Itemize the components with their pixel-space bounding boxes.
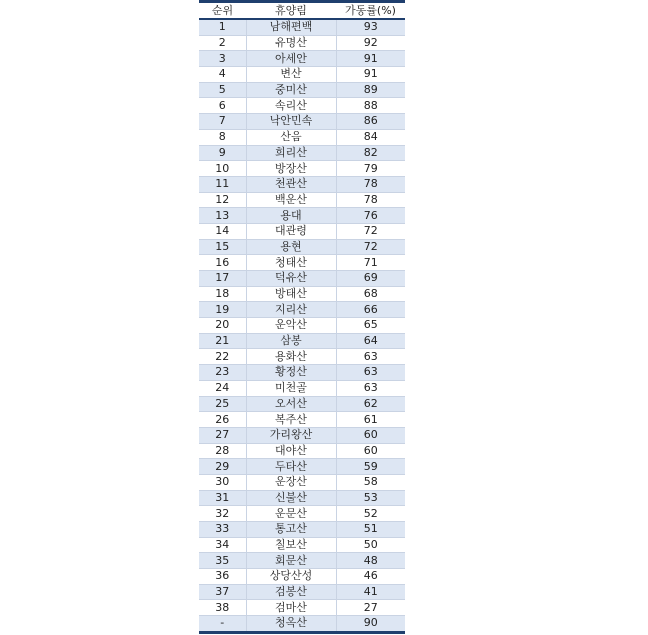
table-row [199,318,405,334]
cell-rank: 32 [199,506,246,522]
cell-occupancy-rate: 27 [336,600,405,616]
cell-forest-name: 중미산 [246,82,336,98]
cell-occupancy-rate: 61 [336,412,405,428]
cell-forest-name: 낙안민속 [246,114,336,130]
cell-rank: 30 [199,474,246,490]
cell-rank: 10 [199,161,246,177]
header-occupancy-rate: 가동률(%) [336,2,405,20]
header-rank: 순위 [199,2,246,20]
cell-occupancy-rate: 71 [336,255,405,271]
cell-forest-name: 청옥산 [246,616,336,633]
table-row [199,302,405,318]
cell-forest-name: 희리산 [246,145,336,161]
table-row [199,271,405,287]
table-row [199,98,405,114]
cell-occupancy-rate: 62 [336,396,405,412]
cell-rank: 8 [199,129,246,145]
table-row [199,396,405,412]
cell-occupancy-rate: 53 [336,490,405,506]
cell-rank: 13 [199,208,246,224]
cell-rank: 19 [199,302,246,318]
cell-rank: 29 [199,459,246,475]
cell-rank: 24 [199,380,246,396]
cell-occupancy-rate: 72 [336,239,405,255]
cell-forest-name: 미천골 [246,380,336,396]
cell-rank: 28 [199,443,246,459]
cell-occupancy-rate: 79 [336,161,405,177]
table-row [199,51,405,67]
table-row [199,286,405,302]
cell-occupancy-rate: 51 [336,522,405,538]
cell-occupancy-rate: 63 [336,349,405,365]
cell-forest-name: 가리왕산 [246,427,336,443]
table-row [199,208,405,224]
table-row [199,255,405,271]
cell-rank: 38 [199,600,246,616]
cell-forest-name: 산음 [246,129,336,145]
cell-occupancy-rate: 90 [336,616,405,633]
cell-occupancy-rate: 84 [336,129,405,145]
table-row [199,19,405,35]
cell-rank: 22 [199,349,246,365]
cell-forest-name: 용현 [246,239,336,255]
cell-rank: 34 [199,537,246,553]
table-row [199,349,405,365]
table-row [199,412,405,428]
table-row [199,459,405,475]
table-row [199,443,405,459]
cell-occupancy-rate: 91 [336,51,405,67]
cell-rank: 31 [199,490,246,506]
cell-occupancy-rate: 63 [336,365,405,381]
cell-occupancy-rate: 72 [336,223,405,239]
cell-rank: 11 [199,176,246,192]
cell-rank: 37 [199,584,246,600]
table-row [199,474,405,490]
cell-forest-name: 지리산 [246,302,336,318]
cell-occupancy-rate: 82 [336,145,405,161]
table-row [199,522,405,538]
cell-occupancy-rate: 91 [336,67,405,83]
cell-forest-name: 두타산 [246,459,336,475]
cell-forest-name: 남해편백 [246,19,336,35]
cell-forest-name: 통고산 [246,522,336,538]
table-row [199,145,405,161]
cell-forest-name: 대관령 [246,223,336,239]
cell-rank: 4 [199,67,246,83]
cell-forest-name: 운악산 [246,318,336,334]
cell-rank: 7 [199,114,246,130]
cell-forest-name: 속리산 [246,98,336,114]
cell-occupancy-rate: 88 [336,98,405,114]
cell-forest-name: 오서산 [246,396,336,412]
cell-rank: 2 [199,35,246,51]
cell-rank: - [199,616,246,633]
cell-forest-name: 청태산 [246,255,336,271]
cell-forest-name: 칠보산 [246,537,336,553]
table-row [199,427,405,443]
table-row [199,490,405,506]
cell-forest-name: 덕유산 [246,271,336,287]
cell-forest-name: 회문산 [246,553,336,569]
cell-rank: 15 [199,239,246,255]
table-row [199,616,405,633]
cell-rank: 36 [199,569,246,585]
table-row [199,192,405,208]
cell-occupancy-rate: 48 [336,553,405,569]
table-row [199,129,405,145]
table-row [199,161,405,177]
header-row [199,2,405,20]
header-forest: 휴양림 [246,2,336,20]
cell-occupancy-rate: 76 [336,208,405,224]
cell-forest-name: 운문산 [246,506,336,522]
cell-forest-name: 변산 [246,67,336,83]
cell-forest-name: 백운산 [246,192,336,208]
cell-occupancy-rate: 60 [336,427,405,443]
occupancy-ranking-table [199,0,405,634]
cell-rank: 18 [199,286,246,302]
cell-rank: 33 [199,522,246,538]
cell-occupancy-rate: 58 [336,474,405,490]
cell-occupancy-rate: 78 [336,176,405,192]
cell-rank: 23 [199,365,246,381]
cell-rank: 16 [199,255,246,271]
cell-occupancy-rate: 46 [336,569,405,585]
cell-rank: 26 [199,412,246,428]
cell-occupancy-rate: 65 [336,318,405,334]
table-row [199,553,405,569]
table-row [199,114,405,130]
table-row [199,239,405,255]
table-row [199,569,405,585]
cell-occupancy-rate: 92 [336,35,405,51]
cell-forest-name: 검마산 [246,600,336,616]
cell-occupancy-rate: 59 [336,459,405,475]
cell-rank: 35 [199,553,246,569]
cell-rank: 14 [199,223,246,239]
cell-forest-name: 방장산 [246,161,336,177]
table-body [199,19,405,632]
cell-forest-name: 검봉산 [246,584,336,600]
table-row [199,506,405,522]
cell-rank: 9 [199,145,246,161]
cell-rank: 1 [199,19,246,35]
table-row [199,380,405,396]
cell-occupancy-rate: 52 [336,506,405,522]
cell-forest-name: 상당산성 [246,569,336,585]
table-row [199,365,405,381]
ranking-table-container [199,0,405,634]
cell-forest-name: 용화산 [246,349,336,365]
table-row [199,223,405,239]
table-row [199,67,405,83]
cell-occupancy-rate: 41 [336,584,405,600]
cell-rank: 27 [199,427,246,443]
cell-rank: 12 [199,192,246,208]
cell-forest-name: 대야산 [246,443,336,459]
cell-rank: 3 [199,51,246,67]
cell-forest-name: 방태산 [246,286,336,302]
cell-forest-name: 천관산 [246,176,336,192]
cell-occupancy-rate: 93 [336,19,405,35]
cell-occupancy-rate: 86 [336,114,405,130]
table-row [199,537,405,553]
cell-forest-name: 운장산 [246,474,336,490]
cell-rank: 17 [199,271,246,287]
cell-occupancy-rate: 64 [336,333,405,349]
cell-rank: 6 [199,98,246,114]
cell-occupancy-rate: 69 [336,271,405,287]
cell-forest-name: 아세안 [246,51,336,67]
cell-forest-name: 용대 [246,208,336,224]
cell-occupancy-rate: 89 [336,82,405,98]
cell-forest-name: 유명산 [246,35,336,51]
cell-rank: 25 [199,396,246,412]
table-row [199,35,405,51]
cell-occupancy-rate: 78 [336,192,405,208]
table-row [199,584,405,600]
cell-occupancy-rate: 66 [336,302,405,318]
cell-occupancy-rate: 63 [336,380,405,396]
table-row [199,176,405,192]
cell-occupancy-rate: 68 [336,286,405,302]
cell-forest-name: 복주산 [246,412,336,428]
cell-rank: 20 [199,318,246,334]
table-row [199,600,405,616]
cell-rank: 5 [199,82,246,98]
table-row [199,333,405,349]
cell-occupancy-rate: 50 [336,537,405,553]
table-header [199,2,405,20]
cell-forest-name: 황정산 [246,365,336,381]
cell-rank: 21 [199,333,246,349]
table-row [199,82,405,98]
cell-occupancy-rate: 60 [336,443,405,459]
cell-forest-name: 삼봉 [246,333,336,349]
cell-forest-name: 신불산 [246,490,336,506]
